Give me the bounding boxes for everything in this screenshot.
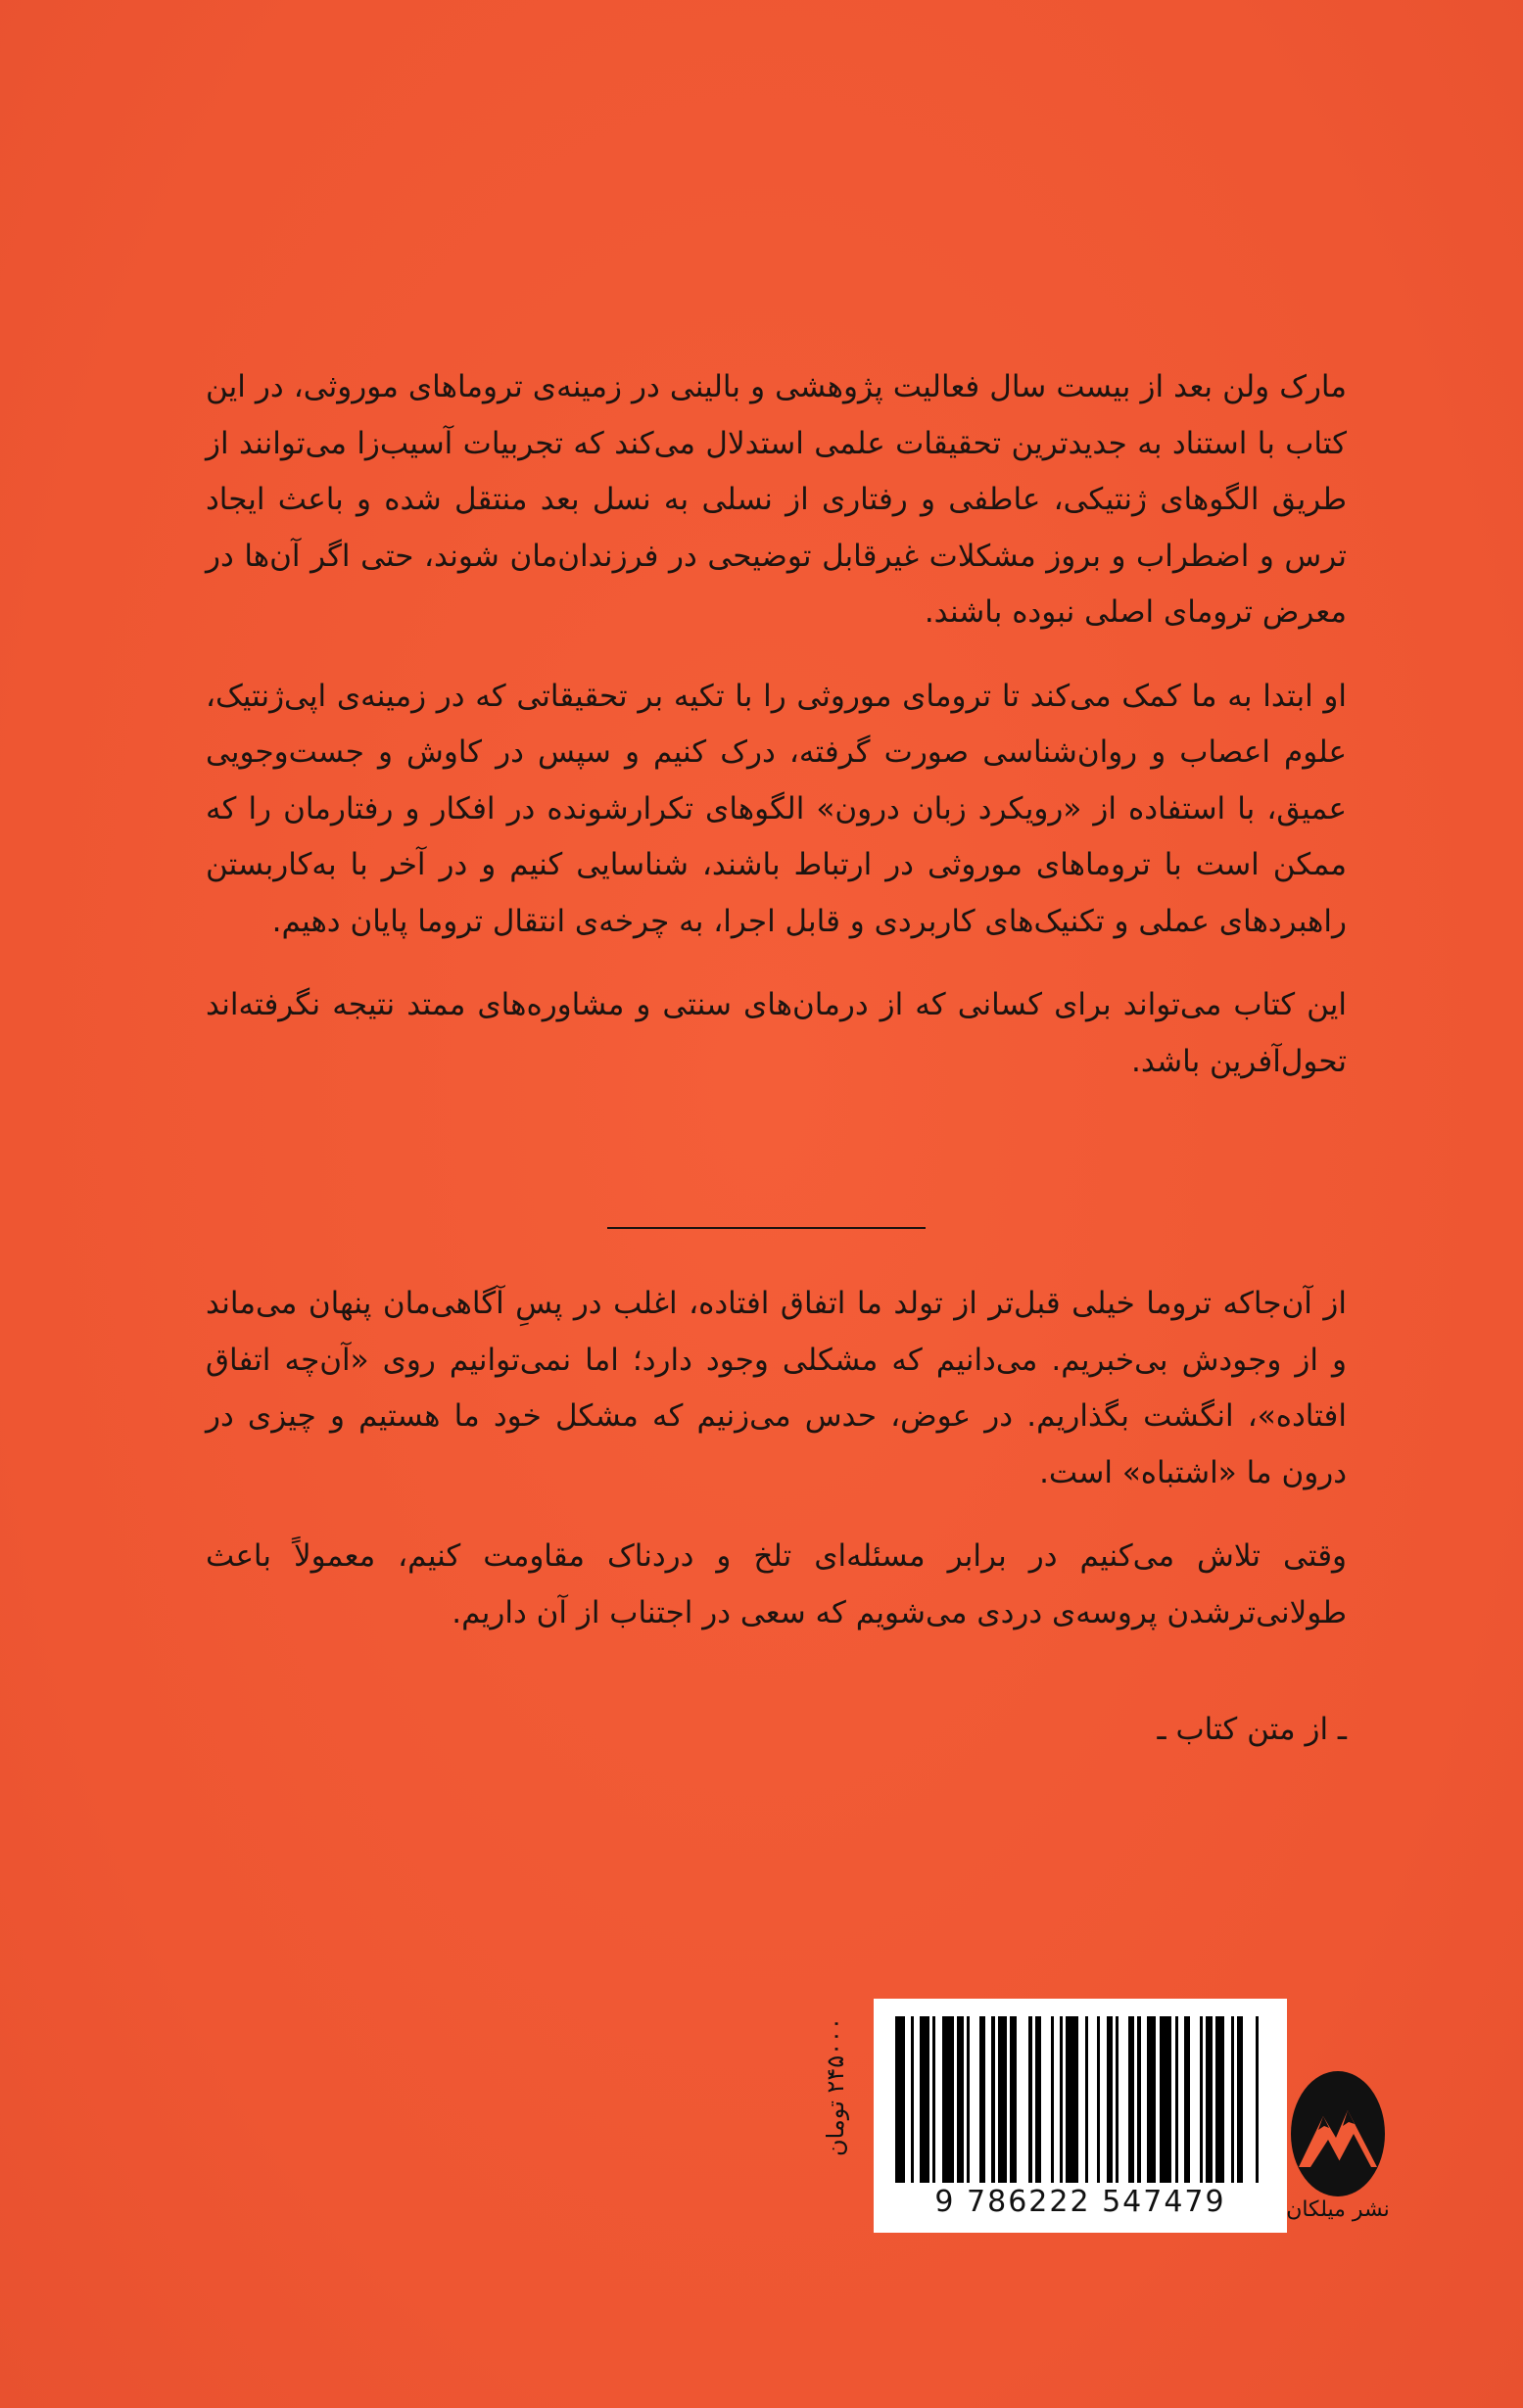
excerpt-source: ـ از متن کتاب ـ [1157,1712,1347,1747]
mountain-logo-icon [1289,2069,1387,2198]
barcode-bar [895,2016,905,2183]
barcode-bar [1243,2016,1256,2183]
excerpt-paragraph-1: از آن‌جاکه تروما خیلی قبل‌تر از تولد ما اتفاق افتاده، اغلب در پسِ آگاهی‌مان پنهان می‌ماند و از وجودش بی‌خبریم. می‌دانیم که مشکلی وجود دارد؛ اما نمی‌توانیم روی «آن‌چه اتفاق افتاده»، انگشت بگذاریم. در عوض، حدس می‌زنیم که مشکل خود ما هستیم و چیزی در درون ما «اشتباه» است. [206,1286,1347,1490]
synopsis-paragraph-3: این کتاب می‌تواند برای کسانی که از درمان‌های سنتی و مشاوره‌های ممتد نتیجه نگرفته‌اند تحول‌آفرین باشد. [206,987,1347,1079]
synopsis-text [206,359,1347,1117]
barcode-bar [1147,2016,1157,2183]
barcode-bar [920,2016,929,2183]
excerpt-text [206,1276,1347,1669]
barcode-bars [895,2016,1265,2183]
section-divider [607,1227,926,1229]
barcode-bar [1190,2016,1200,2183]
barcode-bar [998,2016,1008,2183]
barcode-bar [1041,2016,1051,2183]
isbn-number: 9 786222 547479 [934,2185,1226,2219]
barcode-bar [970,2016,979,2183]
isbn-barcode [874,1999,1287,2233]
publisher-logo [1289,2069,1387,2198]
price-label: ۲۴۵۰۰۰ تومان [822,2017,849,2156]
barcode-bar [1160,2016,1172,2183]
synopsis-paragraph-2: او ابتدا به ما کمک می‌کند تا ترومای موروثی را با تکیه بر تحقیقاتی که در زمینه‌ی اپی‌ژنتیک، علوم اعصاب و روان‌شناسی صورت گرفته، درک کنیم و سپس در کاوش و جست‌وجویی عمیق، با استفاده از «رویکرد زبان درون» الگوهای تکرارشونده در افکار و رفتارمان را که ممکن است با تروماهای موروثی در ارتباط باشند، شناسایی کنیم و در آخر با به‌کاربستن راهبردهای عملی و تکنیک‌های کاربردی و قابل اجرا، به چرخه‌ی انتقال تروما پایان دهیم. [206,678,1347,939]
synopsis-paragraph-1: مارک ولن بعد از بیست سال فعالیت پژوهشی و بالینی در زمینه‌ی تروماهای موروثی، در این کتاب با استناد به جدیدترین تحقیقات علمی استدلال می‌کند که تجربیات آسیب‌زا می‌توانند از طریق الگوهای ژنتیکی، عاطفی و رفتاری از نسلی به نسل بعد منتقل شده و باعث ایجاد ترس و اضطراب و بروز مشکلات غیرقابل توضیحی در فرزندان‌مان شوند، حتی اگر آن‌ها در معرض ترومای اصلی نبوده باشند. [206,369,1347,630]
barcode-bar [1066,2016,1078,2183]
publisher-name: نشر میلکان [1286,2197,1390,2222]
barcode-bar [1215,2016,1225,2183]
barcode-bar [1118,2016,1128,2183]
barcode-bar [942,2016,955,2183]
excerpt-paragraph-2: وقتی تلاش می‌کنیم در برابر مسئله‌ای تلخ و دردناک مقاومت کنیم، معمولاً باعث طولانی‌ترشدن پروسه‌ی دردی می‌شویم که سعی در اجتناب از آن داریم. [206,1538,1347,1630]
barcode-bar [1088,2016,1098,2183]
barcode-bar [1017,2016,1029,2183]
barcode-bar [1259,2016,1264,2183]
